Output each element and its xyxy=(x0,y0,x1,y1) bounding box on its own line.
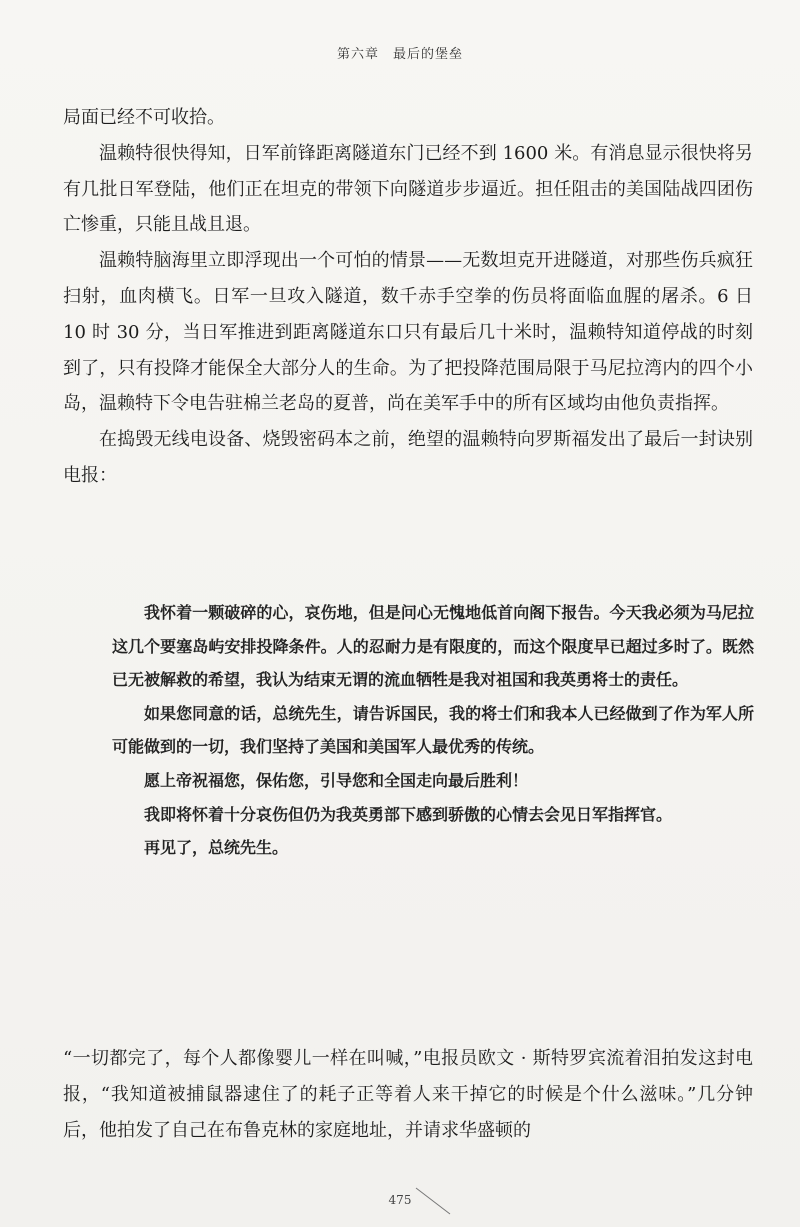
paragraph-report: 温赖特很快得知，日军前锋距离隧道东门已经不到 1600 米。有消息显示很快将另有几批日军登陆，他们正在坦克的带领下向隧道步步逼近。担任阻击的美国陆战四团伤亡惨重，只能且战且退。 xyxy=(63,142,753,236)
telegram-paragraph-2: 如果您同意的话，总统先生，请告诉国民，我的将士们和我本人已经做到了作为军人所可能做到的一切，我们坚持了美国和美国军人最优秀的传统。 xyxy=(112,703,754,757)
after-telegram-text xyxy=(63,1041,753,1148)
paragraph-scene: 温赖特脑海里立即浮现出一个可怕的情景——无数坦克开进隧道，对那些伤兵疯狂扫射，血肉横飞。日军一旦攻入隧道，数千赤手空拳的伤员将面临血腥的屠杀。6 日 10 时 30 分，当日军推进到距离隧道东口只有最后几十米时，温赖特知道停战的时刻到了，只有投降才能保全大部分人的生命。为了把投降范围局限于马尼拉湾内的四个小岛，温赖特下令电告驻棉兰老岛的夏普，尚在美军手中的所有区域均由他负责指挥。 xyxy=(63,250,753,415)
page-corner-mark xyxy=(414,1186,454,1216)
telegram-paragraph-1: 我怀着一颗破碎的心，哀伤地，但是问心无愧地低首向阁下报告。今天我必须为马尼拉这几个要塞岛屿安排投降条件。人的忍耐力是有限度的，而这个限度早已超过多时了。既然已无被解救的希望，我认为结束无谓的流血牺牲是我对祖国和我英勇将士的责任。 xyxy=(112,603,754,690)
paragraph-continuation: 局面已经不可收拾。 xyxy=(63,107,225,128)
telegram-paragraph-3: 愿上帝祝福您，保佑您，引导您和全国走向最后胜利！ xyxy=(144,770,529,790)
paragraph-after-telegram: “一切都完了，每个人都像婴儿一样在叫喊，”电报员欧文 · 斯特罗宾流着泪拍发这封电报，“我知道被捕鼠器逮住了的耗子正等着人来干掉它的时候是个什么滋味。”几分钟后，他拍发了自己在布鲁克林的家庭地址，并请求华盛顿的 xyxy=(63,1048,753,1141)
telegram-quote xyxy=(112,596,754,865)
running-head: 第六章 最后的堡垒 xyxy=(336,47,463,62)
telegram-paragraph-5: 再见了，总统先生。 xyxy=(144,838,289,858)
telegram-paragraph-4: 我即将怀着十分哀伤但仍为我英勇部下感到骄傲的心情去会见日军指挥官。 xyxy=(144,804,673,824)
page-number: 475 xyxy=(388,1193,412,1207)
paragraph-telegram-intro: 在捣毁无线电设备、烧毁密码本之前，绝望的温赖特向罗斯福发出了最后一封诀别电报： xyxy=(63,429,753,486)
body-text xyxy=(63,100,753,494)
